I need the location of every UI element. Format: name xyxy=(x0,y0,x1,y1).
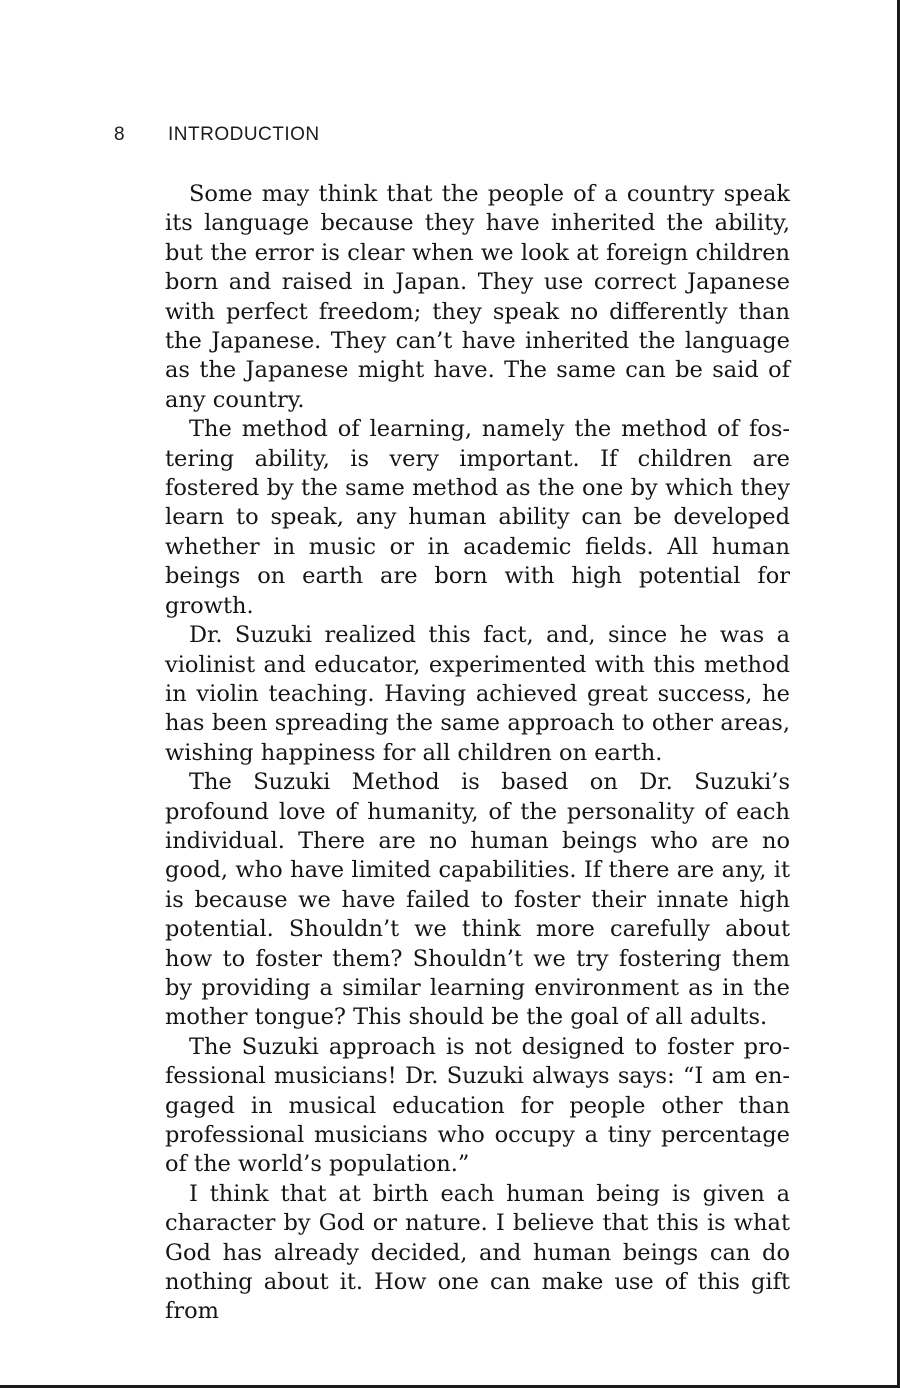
paragraph-4: The Suzuki Method is based on Dr. Suzuki’s profound love of humanity, of the personality of each individual. There are no human beings who are no good, who have limited capabilities. If there are any, it is because we have failed to foster their innate high potential. Shouldn’t we think more carefully about how to foster them? Shouldn’t we try fostering them by providing a similar learning environment as in the mother tongue? This should be the goal of all adults. xyxy=(165,769,790,1031)
paragraph-1: Some may think that the people of a country speak its language because they have inherited the ability, but the error is clear when we look at foreign children born and raised in Japan. They use correct Japanese with perfect freedom; they speak no differently than the Japanese. They can’t have inherited the language as the Japanese might have. The same can be said of any country. xyxy=(165,181,790,413)
page-number: 8 xyxy=(114,124,126,145)
section-title: INTRODUCTION xyxy=(168,124,320,145)
paragraph-2: The method of learning, namely the method of fostering ability, is very important. If children are fostered by the same method as the one by which they learn to speak, any human ability can be developed whether in music or in academic fields. All human beings on earth are born with high potential for growth. xyxy=(165,416,790,619)
paragraph-3: Dr. Suzuki realized this fact, and, since he was a violinist and educator, experimented with this method in violin teaching. Having achieved great success, he has been spreading the same approach to other areas, wishing happiness for all children on earth. xyxy=(165,622,790,766)
paragraph-6: I think that at birth each human being is given a character by God or nature. I believe that this is what God has already decided, and human beings can do nothing about it. How one can make use of this gift from xyxy=(165,1180,790,1325)
paragraph-5: The Suzuki approach is not designed to foster professional musicians! Dr. Suzuki always says: “I am engaged in musical education for people other than professional musicians who occupy a tiny percentage of the world’s population.” xyxy=(165,1033,790,1178)
body-text xyxy=(165,180,790,1327)
running-head xyxy=(114,124,320,146)
